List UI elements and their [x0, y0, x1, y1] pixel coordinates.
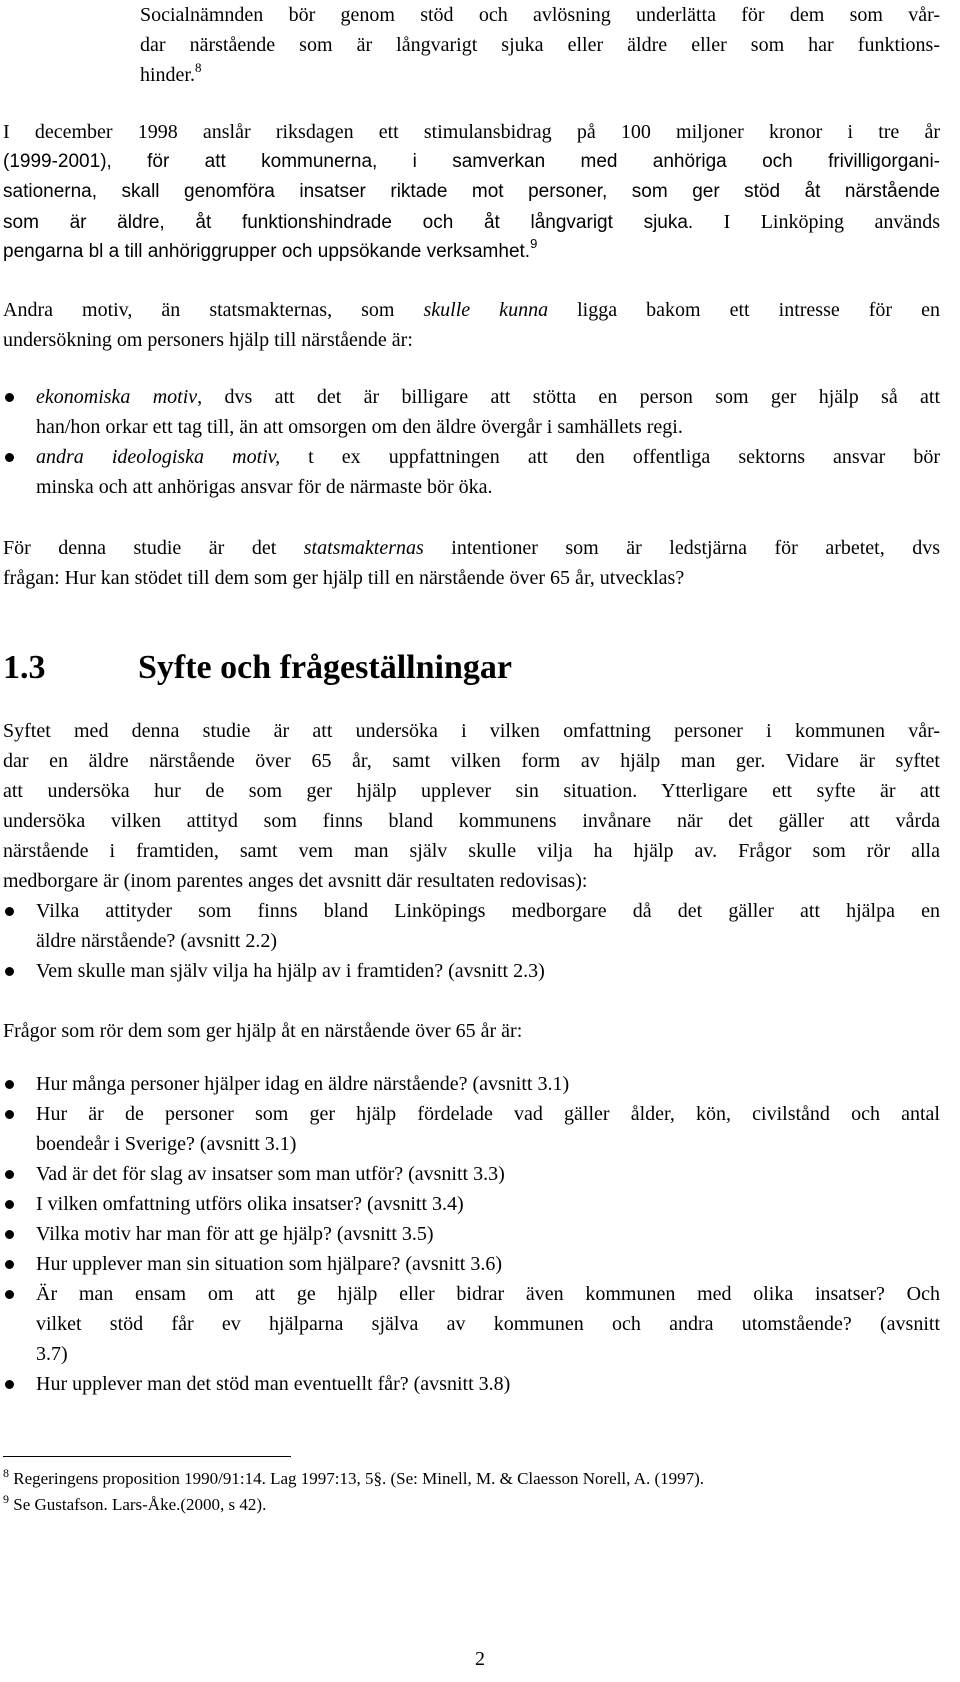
footnote-text: Se Gustafson. Lars-Åke.(2000, s 42).: [13, 1495, 267, 1514]
study-paragraph: [3, 533, 940, 593]
footnote-number: 8: [3, 1466, 9, 1480]
bullet-icon: [5, 393, 14, 402]
list-item: [3, 896, 940, 956]
intro-line-2: dar närstående som är långvarigt sjuka eller äldre eller som har funktions-: [140, 34, 940, 56]
stim-line-5: [3, 237, 940, 267]
study-line-1: [3, 533, 940, 563]
motiv-line-1-italic: skulle kunna: [423, 299, 549, 321]
motiv-line-1-a: Andra motiv, än statsmakternas, som: [3, 299, 424, 321]
bullet-icon: [5, 1200, 14, 1209]
footnote-divider: [3, 1456, 291, 1457]
helper-item-7-line-1: Är man ensam om att ge hjälp eller bidrar även kommunen med olika insatser? Och: [36, 1283, 940, 1305]
helper-item-4-line-1: I vilken omfattning utförs olika insatser? (avsnitt 3.4): [36, 1193, 464, 1215]
intro-line-1: Socialnämnden bör genom stöd och avlösning underlätta för dem som vår-: [140, 4, 940, 26]
bullet-icon: [5, 1110, 14, 1119]
stim-line-3: sationerna, skall genomföra insatser riktade mot personer, som ger stöd åt närstående: [3, 181, 940, 202]
section-heading: [3, 648, 512, 688]
stim-line-1: I december 1998 anslår riksdagen ett stimulansbidrag på 100 miljoner kronor i tre år: [3, 121, 940, 143]
motiv-item-1-italic: ekonomiska motiv: [36, 386, 198, 408]
list-item: [3, 1099, 940, 1159]
list-item: [3, 442, 940, 502]
intro-line-3-text: hinder.: [140, 64, 195, 86]
motives-paragraph: [3, 295, 940, 355]
helpers-intro-text: Frågor som rör dem som ger hjälp åt en närstående över 65 år är:: [3, 1020, 523, 1042]
stim-line-4: [3, 207, 940, 237]
helper-item-2-line-2: boendeår i Sverige? (avsnitt 3.1): [36, 1133, 297, 1155]
bullet-icon: [5, 1230, 14, 1239]
list-item: [3, 1189, 940, 1219]
citizen-item-1-line-1: Vilka attityder som finns bland Linköpings medborgare då det gäller att hjälpa en: [36, 900, 940, 922]
syfte-line-6: medborgare är (inom parentes anges det avsnitt där resultaten redovisas):: [3, 870, 588, 892]
bullet-icon: [5, 453, 14, 462]
citizen-item-1-line-2: äldre närstående? (avsnitt 2.2): [36, 930, 278, 952]
helper-item-7-line-2: vilket stöd får ev hjälparna själva av kommunen och andra utomstående? (avsnitt: [36, 1313, 940, 1335]
bullet-icon: [5, 967, 14, 976]
footnote-ref-8[interactable]: 8: [195, 60, 202, 75]
motiv-item-1-line-1: [36, 382, 940, 412]
citizen-questions-list: [3, 896, 940, 986]
footnote-text: Regeringens proposition 1990/91:14. Lag 1997:13, 5§. (Se: Minell, M. & Claesson Norell, A. (1997).: [13, 1469, 705, 1488]
list-item: [3, 1219, 940, 1249]
motiv-line-1: [3, 295, 940, 325]
syfte-line-1: Syftet med denna studie är att undersöka i vilken omfattning personer i kommunen vår-: [3, 720, 940, 742]
footnote-number: 9: [3, 1492, 9, 1506]
helper-questions-list: [3, 1069, 940, 1399]
section-title: Syfte och frågeställningar: [138, 649, 512, 686]
list-item: [3, 1249, 940, 1279]
study-line-1-italic: statsmakternas: [303, 537, 424, 559]
stim-line-5-text: pengarna bl a till anhöriggrupper och uppsökande verksamhet.: [3, 241, 531, 262]
section-number: 1.3: [3, 649, 46, 686]
footnote-8: [3, 1466, 704, 1492]
motives-list: [3, 382, 940, 502]
list-item: [3, 382, 940, 442]
stim-line-4-sans: som är äldre, åt funktionshindrade och åt långvarigt sjuka.: [3, 212, 694, 233]
bullet-icon: [5, 1080, 14, 1089]
motiv-line-1-b: ligga bakom ett intresse för en: [548, 299, 941, 321]
footnote-9: [3, 1492, 266, 1518]
study-line-2: frågan: Hur kan stödet till dem som ger hjälp till en närstående över 65 år, utvecklas?: [3, 567, 685, 589]
intro-line-3: [140, 60, 940, 90]
intro-paragraph: [140, 0, 940, 90]
stimulus-paragraph: [3, 117, 940, 267]
motiv-item-1-rest: , dvs att det är billigare att stötta en person som ger hjälp så att: [197, 386, 940, 408]
bullet-icon: [5, 907, 14, 916]
helper-item-3-line-1: Vad är det för slag av insatser som man utför? (avsnitt 3.3): [36, 1163, 505, 1185]
helper-item-1-line-1: Hur många personer hjälper idag en äldre närstående? (avsnitt 3.1): [36, 1073, 570, 1095]
list-item: [3, 1369, 940, 1399]
footnote-ref-9[interactable]: 9: [530, 236, 538, 251]
bullet-icon: [5, 1380, 14, 1389]
bullet-icon: [5, 1290, 14, 1299]
motiv-item-1-line-2: han/hon orkar ett tag till, än att omsorgen om den äldre övergår i samhällets regi.: [36, 416, 683, 438]
syfte-line-2: dar en äldre närstående över 65 år, samt vilken form av hjälp man ger. Vidare är syftet: [3, 750, 940, 772]
motiv-line-2: undersökning om personers hjälp till närstående är:: [3, 329, 413, 351]
purpose-paragraph: [3, 716, 940, 896]
list-item: [3, 956, 940, 986]
motiv-item-2-rest: t ex uppfattningen att den offentliga sektorns ansvar bör: [280, 446, 940, 468]
study-line-1-a: För denna studie är det: [3, 537, 304, 559]
bullet-icon: [5, 1170, 14, 1179]
list-item: [3, 1279, 940, 1369]
helper-item-7-line-3: 3.7): [36, 1343, 68, 1365]
citizen-item-2-line-1: Vem skulle man själv vilja ha hjälp av i framtiden? (avsnitt 2.3): [36, 960, 545, 982]
syfte-line-3: att undersöka hur de som ger hjälp upplever sin situation. Ytterligare ett syfte är att: [3, 780, 940, 802]
stim-line-2: (1999-2001), för att kommunerna, i samverkan med anhöriga och frivilligorgani-: [3, 151, 940, 172]
stim-line-4-serif: I Linköping används: [693, 211, 940, 233]
motiv-item-2-line-2: minska och att anhörigas ansvar för de närmaste bör öka.: [36, 476, 493, 498]
motiv-item-2-italic: andra ideologiska motiv,: [36, 446, 281, 468]
list-item: [3, 1069, 940, 1099]
syfte-line-4: undersöka vilken attityd som finns bland kommunens invånare när det gäller att vårda: [3, 810, 940, 832]
helpers-intro: [3, 1016, 940, 1046]
motiv-item-2-line-1: [36, 442, 940, 472]
helper-item-8-line-1: Hur upplever man det stöd man eventuellt får? (avsnitt 3.8): [36, 1373, 511, 1395]
helper-item-2-line-1: Hur är de personer som ger hjälp fördelade vad gäller ålder, kön, civilstånd och antal: [36, 1103, 940, 1125]
study-line-1-b: intentioner som är ledstjärna för arbetet, dvs: [423, 537, 940, 559]
helper-item-5-line-1: Vilka motiv har man för att ge hjälp? (avsnitt 3.5): [36, 1223, 434, 1245]
page-number: 2: [475, 1648, 485, 1670]
syfte-line-5: närstående i framtiden, samt vem man själv skulle vilja ha hjälp av. Frågor som rör alla: [3, 840, 940, 862]
helper-item-6-line-1: Hur upplever man sin situation som hjälpare? (avsnitt 3.6): [36, 1253, 503, 1275]
list-item: [3, 1159, 940, 1189]
bullet-icon: [5, 1260, 14, 1269]
